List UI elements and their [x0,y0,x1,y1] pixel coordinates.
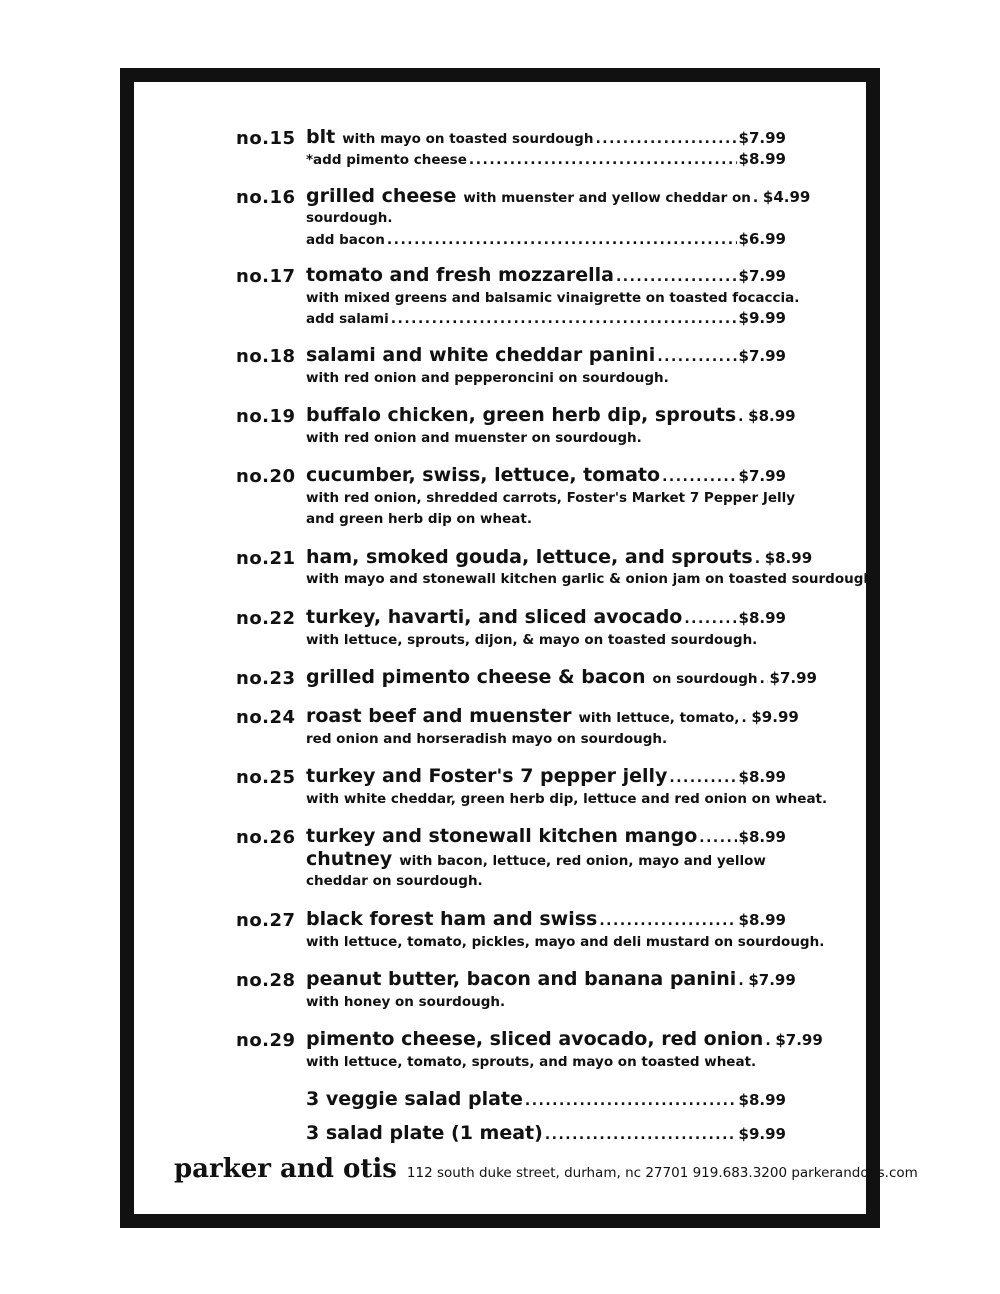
item-title: tomato and fresh mozzarella [306,264,614,287]
item-title-row [306,704,799,728]
restaurant-address: 112 south duke street, durham, nc 27701 919.683.3200 parkerandotis.com [406,1165,918,1181]
menu-item [236,825,786,892]
menu-item [236,665,817,689]
item-addon-price: $8.99 [738,149,786,168]
item-title-row [306,765,786,788]
item-description: red onion and horseradish mayo on sourdough. [306,730,668,747]
dot-leader [699,827,736,847]
item-description: with red onion and pepperoncini on sourdough. [306,370,669,387]
item-price: $8.99 [738,910,786,929]
item-title: pimento cheese, sliced avocado, red onion [306,1027,764,1050]
dot-leader [545,1124,737,1144]
item-title: cucumber, swiss, lettuce, tomato [306,464,661,487]
item-note: with bacon, lettuce, red onion, mayo and yellow [399,852,766,869]
item-title-row [306,825,786,848]
dot-leader [469,149,737,169]
item-description: with white cheddar, green herb dip, lettuce and red onion on wheat. [306,790,828,807]
item-title-row [306,545,813,569]
menu-item [236,704,799,749]
item-number: no.24 [236,706,296,728]
item-price: $8.99 [738,1090,786,1109]
menu-item [236,464,796,529]
item-title-row [306,344,786,367]
item-title-row [306,908,786,931]
item-title-row [306,606,786,629]
dot-leader [760,668,768,688]
menu-item [236,126,786,169]
item-addon-row [306,308,786,328]
dot-leader [738,970,746,990]
item-price: $9.99 [738,1124,786,1143]
menu-item [236,545,879,590]
item-description: with mayo and stonewall kitchen garlic & onion jam on toasted sourdough. [306,571,879,588]
menu-footer [174,1154,918,1184]
item-description: with honey on sourdough. [306,993,506,1010]
item-price: $8.99 [764,548,813,567]
item-description: with lettuce, sprouts, dijon, & mayo on toasted sourdough. [306,631,758,648]
item-number: no.21 [236,547,296,569]
item-number: no.28 [236,969,296,991]
item-title: salami and white cheddar panini [306,344,656,367]
item-price: $8.99 [738,827,786,846]
item-number [236,1122,306,1145]
item-number: no.25 [236,766,296,788]
item-title: 3 salad plate (1 meat) [306,1121,543,1144]
dot-leader [684,608,736,628]
menu-item [236,1027,823,1072]
menu-item [236,184,811,249]
item-number: no.18 [236,346,296,368]
item-title: black forest ham and swiss [306,907,598,930]
dot-leader [738,406,746,426]
menu-item [236,967,796,1012]
menu-item [236,264,800,328]
item-price: $7.99 [738,129,786,147]
item-price: $7.99 [769,668,817,687]
item-number: no.17 [236,266,296,288]
restaurant-name: parker and otis [174,1154,397,1184]
menu-item [236,907,825,952]
dot-leader [741,707,749,727]
item-number: no.16 [236,186,296,208]
item-title-row [306,404,796,427]
item-addon-row [306,229,786,249]
item-addon-row [306,149,786,169]
item-number: no.15 [236,128,296,149]
item-price: $7.99 [748,970,796,989]
item-description: sourdough. [306,210,393,227]
item-description: with lettuce, tomato, sprouts, and mayo on toasted wheat. [306,1053,757,1070]
item-title: roast beef and muenster [306,704,572,727]
dot-leader [387,229,737,249]
item-addon-price: $9.99 [738,309,786,328]
dot-leader [391,308,737,328]
item-title-row [306,264,786,287]
menu-item [236,606,786,650]
menu-item [236,344,786,388]
dot-leader [662,466,736,486]
item-title-row [306,126,786,149]
item-addon-price: $6.99 [738,229,786,248]
item-description: cheddar on sourdough. [306,873,483,890]
item-title: blt [306,126,336,148]
item-number: no.20 [236,466,296,488]
item-title: ham, smoked gouda, lettuce, and sprouts [306,545,753,568]
item-title: peanut butter, bacon and banana panini [306,967,737,990]
dot-leader [657,346,736,366]
item-price: $8.99 [738,767,786,786]
item-title: grilled pimento cheese & bacon [306,665,646,688]
item-note: with lettuce, tomato, [578,709,740,726]
item-number [236,1088,306,1111]
item-number: no.19 [236,406,296,428]
item-number: no.26 [236,826,296,848]
item-title-row [306,464,786,487]
menu-page-frame [120,68,918,1228]
item-price: $8.99 [748,407,796,426]
item-note: with mayo on toasted sourdough [342,131,594,147]
item-number: no.27 [236,909,296,931]
item-title: grilled cheese [306,184,457,207]
item-title-row [306,967,796,991]
dot-leader [765,1030,773,1050]
item-title: turkey and Foster's 7 pepper jelly [306,764,668,787]
item-title: 3 veggie salad plate [306,1087,523,1110]
item-title-row [306,184,811,208]
item-price: $7.99 [738,267,786,286]
item-addon: add salami [306,311,389,328]
item-title-row [306,1088,786,1111]
menu-list [236,126,879,1155]
item-title-row [306,1027,823,1051]
item-addon: add bacon [306,231,385,248]
item-number: no.29 [236,1029,296,1051]
item-description: with red onion and muenster on sourdough. [306,430,642,447]
item-title-row [306,665,817,689]
item-title-row [306,1122,786,1145]
dot-leader [669,767,736,787]
item-addon: *add pimento cheese [306,151,467,168]
item-price: $9.99 [751,707,799,726]
item-note: on sourdough [652,670,758,687]
item-description: with red onion, shredded carrots, Foster's Market 7 Pepper Jelly [306,490,796,507]
item-title: turkey, havarti, and sliced avocado [306,605,683,628]
item-price: $8.99 [738,608,786,627]
dot-leader [616,266,737,286]
item-title-continued: chutney [306,847,393,870]
item-description: and green herb dip on wheat. [306,511,532,528]
item-title-continuation-row [306,848,786,871]
menu-item [236,404,796,448]
item-number: no.23 [236,667,296,689]
item-description: with mixed greens and balsamic vinaigrette on toasted focaccia. [306,290,800,307]
menu-item [236,1088,786,1111]
dot-leader [755,548,763,568]
menu-item [236,1122,786,1145]
item-note: with muenster and yellow cheddar on [463,189,751,206]
item-price: $7.99 [775,1030,823,1049]
menu-item [236,764,828,809]
item-title: buffalo chicken, green herb dip, sprouts [306,404,737,427]
item-price: $4.99 [762,187,811,206]
item-description: with lettuce, tomato, pickles, mayo and deli mustard on sourdough. [306,933,825,950]
item-price: $7.99 [738,467,786,486]
item-number: no.22 [236,607,296,629]
dot-leader [595,128,736,148]
item-price: $7.99 [738,347,786,366]
dot-leader [753,187,761,207]
item-title: turkey and stonewall kitchen mango [306,824,698,847]
dot-leader [599,910,736,930]
dot-leader [525,1090,737,1110]
